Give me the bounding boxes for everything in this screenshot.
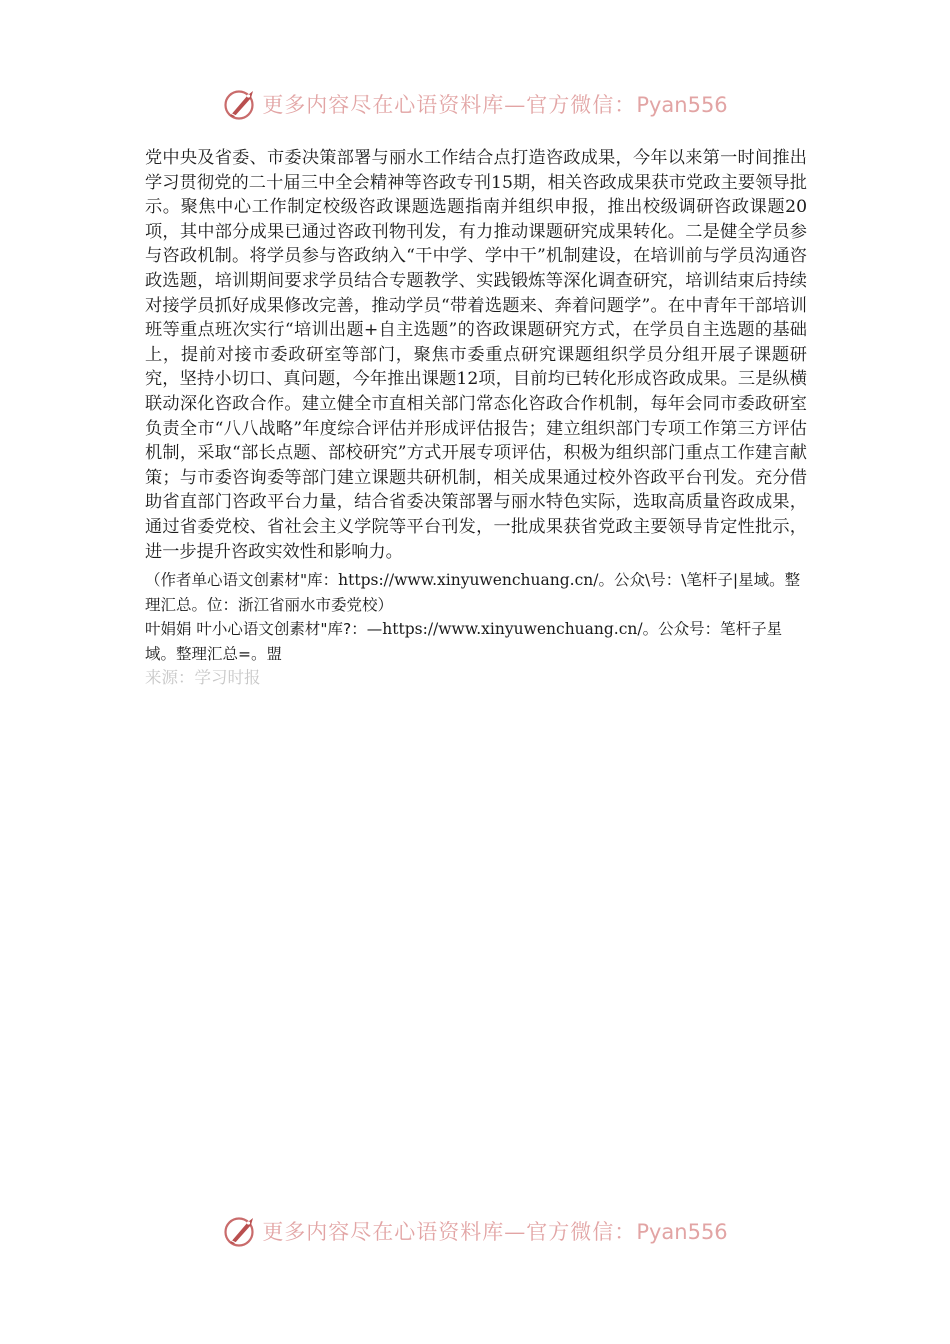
banner-wechat-id: Pyan556 (636, 93, 728, 117)
article-content (145, 146, 807, 691)
editor-note-url: https://www.xinyuwenchuang.cn/ (382, 620, 643, 639)
pen-nib-logo-icon (222, 1213, 258, 1249)
author-note (145, 568, 807, 617)
banner-text (262, 89, 727, 119)
banner-text-cn: 更多内容尽在心语资料库—官方微信： (262, 93, 637, 117)
editor-note-prefix: 叶娟娟 叶小心语文创素材"库?：— (145, 620, 383, 639)
banner-text-cn: 更多内容尽在心语资料库—官方微信： (262, 1220, 637, 1244)
author-note-url: https://www.xinyuwenchuang.cn/ (338, 571, 599, 590)
editor-note (145, 617, 807, 666)
pen-nib-logo-icon (222, 86, 258, 122)
editor-note-suffix: 。公众号：笔杆子星域。整理汇总=。盟 (145, 620, 783, 663)
article-body: 党中央及省委、市委决策部署与丽水工作结合点打造咨政成果，今年以来第一时间推出学习贯彻党的二十届三中全会精神等咨政专刊15期，相关咨政成果获市党政主要领导批示。聚焦中心工作制定校级咨政课题选题指南并组织申报，推出校级调研咨政课题20项，其中部分成果已通过咨政刊物刊发，有力推动课题研究成果转化。二是健全学员参与咨政机制。将学员参与咨政纳入“干中学、学中干”机制建设，在培训前与学员沟通咨政选题，培训期间要求学员结合专题教学、实践锻炼等深化调查研究，培训结束后持续对接学员抓好成果修改完善，推动学员“带着选题来、奔着问题学”。在中青年干部培训班等重点班次实行“培训出题+自主选题”的咨政课题研究方式，在学员自主选题的基础上，提前对接市委政研室等部门，聚焦市委重点研究课题组织学员分组开展子课题研究，坚持小切口、真问题，今年推出课题12项，目前均已转化形成咨政成果。三是纵横联动深化咨政合作。建立健全市直相关部门常态化咨政合作机制，每年会同市委政研室负责全市“八八战略”年度综合评估并形成评估报告；建立组织部门专项工作第三方评估机制，采取“部长点题、部校研究”方式开展专项评估，积极为组织部门重点工作建言献策；与市委咨询委等部门建立课题共研机制，相关成果通过校外咨政平台刊发。充分借助省直部门咨政平台力量，结合省委决策部署与丽水特色实际，选取高质量咨政成果，通过省委党校、省社会主义学院等平台刊发，一批成果获省党政主要领导肯定性批示，进一步提升咨政实效性和影响力。 (145, 148, 807, 562)
banner-wechat-id: Pyan556 (636, 1220, 728, 1244)
source-line: 来源：学习时报 (145, 668, 261, 688)
footer-banner (0, 1211, 950, 1251)
banner-text (262, 1216, 727, 1246)
header-banner (0, 84, 950, 124)
author-note-suffix: 。公众\号：\笔杆子|星域。整理汇总。位：浙江省丽水市委党校） (145, 571, 801, 614)
author-note-prefix: （作者单心语文创素材"库： (145, 571, 339, 590)
